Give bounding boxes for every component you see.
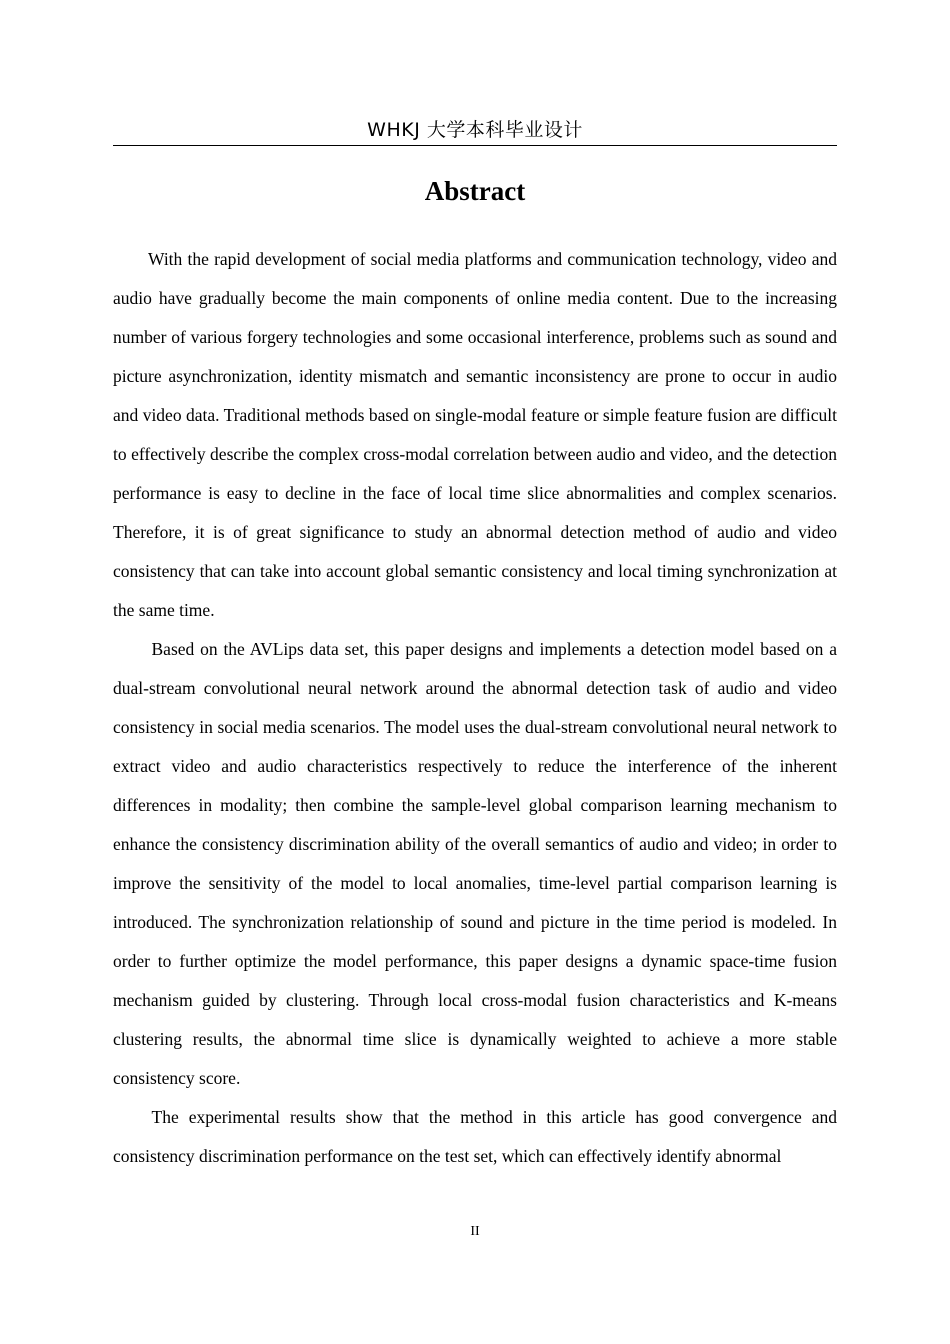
abstract-body <box>113 240 837 1176</box>
running-header: WHKJ 大学本科毕业设计 <box>367 119 583 141</box>
abstract-title: Abstract <box>424 176 526 206</box>
page-number: II <box>470 1224 480 1239</box>
header-rule <box>113 145 837 146</box>
abstract-paragraph-1: With the rapid development of social media platforms and communication technology, video and audio have gradually become the main components of online media content. Due to the increasing number of various forgery technologies and some occasional interference, problems such as sound and picture asynchronization, identity mismatch and semantic inconsistency are prone to occur in audio and video data. Traditional methods based on single-modal feature or simple feature fusion are difficult to effectively describe the complex cross-modal correlation between audio and video, and the detection performance is easy to decline in the face of local time slice abnormalities and complex scenarios. Therefore, it is of great significance to study an abnormal detection method of audio and video consistency that can take into account global semantic consistency and local timing synchronization at the same time. <box>113 249 837 620</box>
abstract-paragraph-2: Based on the AVLips data set, this paper designs and implements a detection model based on a dual-stream convolutional neural network around the abnormal detection task of audio and video consistency in social media scenarios. The model uses the dual-stream convolutional neural network to extract video and audio characteristics respectively to reduce the interference of the inherent differences in modality; then combine the sample-level global comparison learning mechanism to enhance the consistency discrimination ability of the overall semantics of audio and video; in order to improve the sensitivity of the model to local anomalies, time-level partial comparison learning is introduced. The synchronization relationship of sound and picture in the time period is modeled. In order to further optimize the model performance, this paper designs a dynamic space-time fusion mechanism guided by clustering. Through local cross-modal fusion characteristics and K-means clustering results, the abnormal time slice is dynamically weighted to achieve a more stable consistency score. <box>113 639 837 1088</box>
abstract-paragraph-3: The experimental results show that the method in this article has good convergence and consistency discrimination performance on the test set, which can effectively identify abnormal <box>113 1107 837 1166</box>
